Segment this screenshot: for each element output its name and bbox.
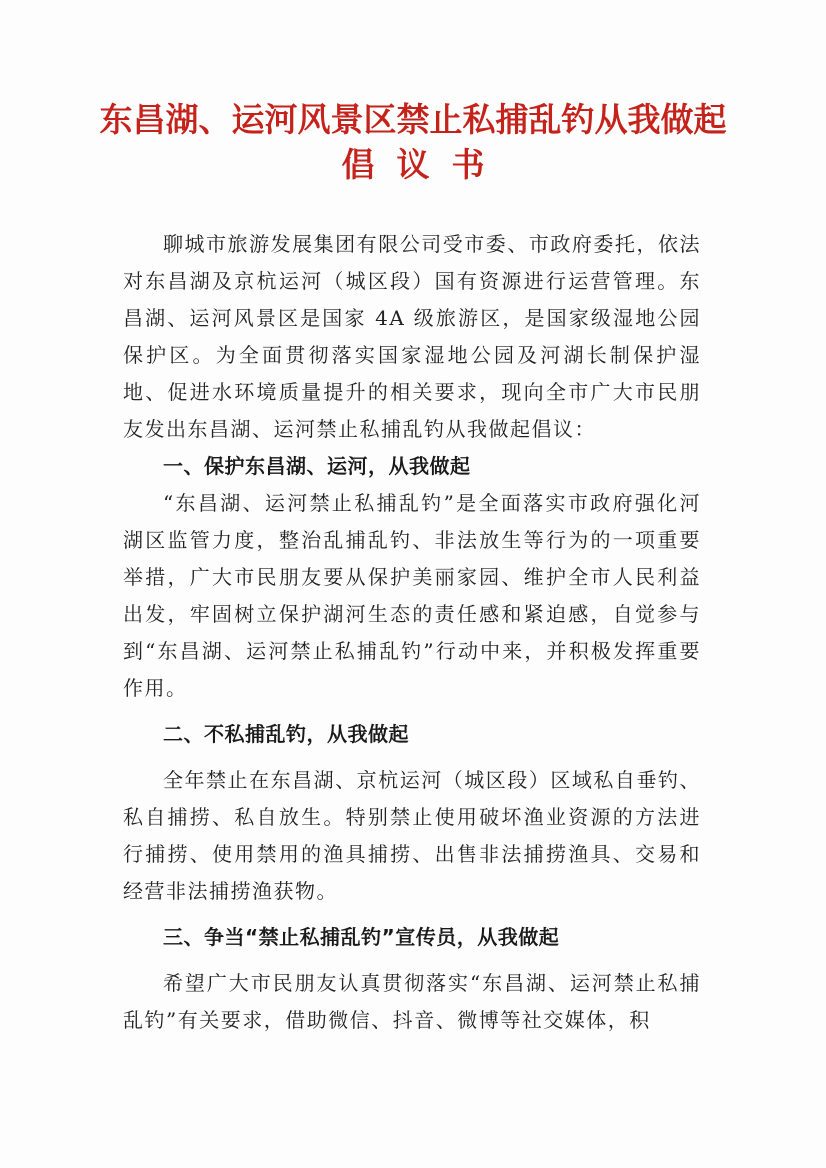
document-subtitle: 倡议书 bbox=[341, 145, 507, 184]
section-1-heading: 一、保护东昌湖、运河，从我做起 bbox=[163, 454, 471, 478]
section-2-body: 全年禁止在东昌湖、京杭运河（城区段）区域私自垂钓、私自捕捞、私自放生。特别禁止使用破坏渔业资源的方法进行捕捞、使用禁用的渔具捕捞、出售非法捕捞渔具、交易和经营非法捕捞渔获物。 bbox=[123, 768, 701, 903]
section-3-heading: 三、争当“禁止私捕乱钓”宣传员，从我做起 bbox=[163, 925, 560, 949]
intro-paragraph: 聊城市旅游发展集团有限公司受市委、市政府委托，依法对东昌湖及京杭运河（城区段）国有资源进行运营管理。东昌湖、运河风景区是国家 4A 级旅游区，是国家级湿地公园保护区。为全面贯彻落实国家湿地公园及河湖长制保护湿地、促进水环境质量提升的相关要求，现向全市广大市民朋友发出东昌湖、运河禁止私捕乱钓从我做起倡议： bbox=[123, 232, 701, 441]
section-1-body: “东昌湖、运河禁止私捕乱钓”是全面落实市政府强化河湖区监管力度，整治乱捕乱钓、非法放生等行为的一项重要举措，广大市民朋友要从保护美丽家园、维护全市人民利益出发，牢固树立保护湖河生态的责任感和紧迫感，自觉参与到“东昌湖、运河禁止私捕乱钓”行动中来，并积极发挥重要作用。 bbox=[123, 491, 701, 700]
section-2-heading: 二、不私捕乱钓，从我做起 bbox=[163, 722, 409, 746]
section-3-body: 希望广大市民朋友认真贯彻落实“东昌湖、运河禁止私捕乱钓”有关要求，借助微信、抖音、微博等社交媒体，积 bbox=[123, 971, 701, 1032]
document-title: 东昌湖、运河风景区禁止私捕乱钓从我做起 bbox=[99, 100, 727, 139]
document-body bbox=[123, 226, 701, 1039]
